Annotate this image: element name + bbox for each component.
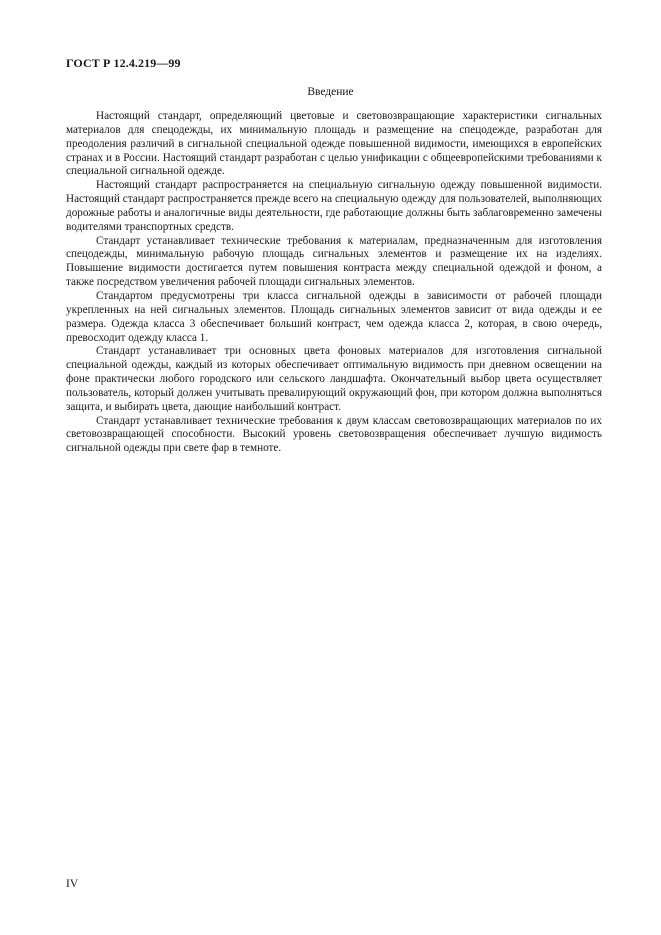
standard-header: ГОСТ Р 12.4.219—99	[66, 56, 181, 70]
body-text	[66, 110, 602, 456]
page-number: IV	[66, 878, 79, 890]
paragraph: Стандарт устанавливает три основных цвета фоновых материалов для изготовления сигнальной специальной одежды, каждый из которых обеспечивает оптимальную видимость при дневном освещении на фоне практически любого городского или сельского ландшафта. Окончательный выбор цвета осуществляет пользователь, который должен учитывать превалирующий окружающий фон, при котором должна выполняться защита, и выбирать цвета, дающие наибольший контраст.	[66, 345, 602, 413]
paragraph: Стандартом предусмотрены три класса сигнальной одежды в зависимости от рабочей площади укрепленных на ней сигнальных элементов. Площадь сигнальных элементов зависит от вида одежды и ее размера. Одежда класса 3 обеспечивает больший контраст, чем одежда класса 2, которая, в свою очередь, превосходит одежду класса 1.	[66, 289, 602, 344]
paragraph: Стандарт устанавливает технические требования к двум классам световозвращающих материалов по их световозвращающей способности. Высокий уровень световозвращения обеспечивает лучшую видимость сигнальной одежды при свете фар в темноте.	[66, 414, 602, 455]
paragraph: Стандарт устанавливает технические требования к материалам, предназначенным для изготовления спецодежды, минимальную рабочую площадь сигнальных элементов и размещение их на изделиях. Повышение видимости достигается путем повышения контраста между специальной одеждой и фоном, а также посредством увеличения рабочей площади сигнальных элементов.	[66, 234, 602, 289]
paragraph: Настоящий стандарт распространяется на специальную сигнальную одежду повышенной видимости. Настоящий стандарт распространяется прежде всего на специальную одежду для пользователей, выполняющих дорожные работы и аналогичные виды деятельности, где работающие должны быть заблаговременно замечены водителями транспортных средств.	[66, 179, 602, 233]
section-title: Введение	[307, 86, 354, 98]
paragraph: Настоящий стандарт, определяющий цветовые и световозвращающие характеристики сигнальных материалов для спецодежды, их минимальную площадь и размещение на спецодежде, разработан для преодоления различий в сигнальной специальной одежде повышенной видимости, имеющихся в европейских странах и в России. Настоящий стандарт разработан с целью унификации с общеевропейскими требованиями к специальной сигнальной одежде.	[66, 110, 602, 178]
